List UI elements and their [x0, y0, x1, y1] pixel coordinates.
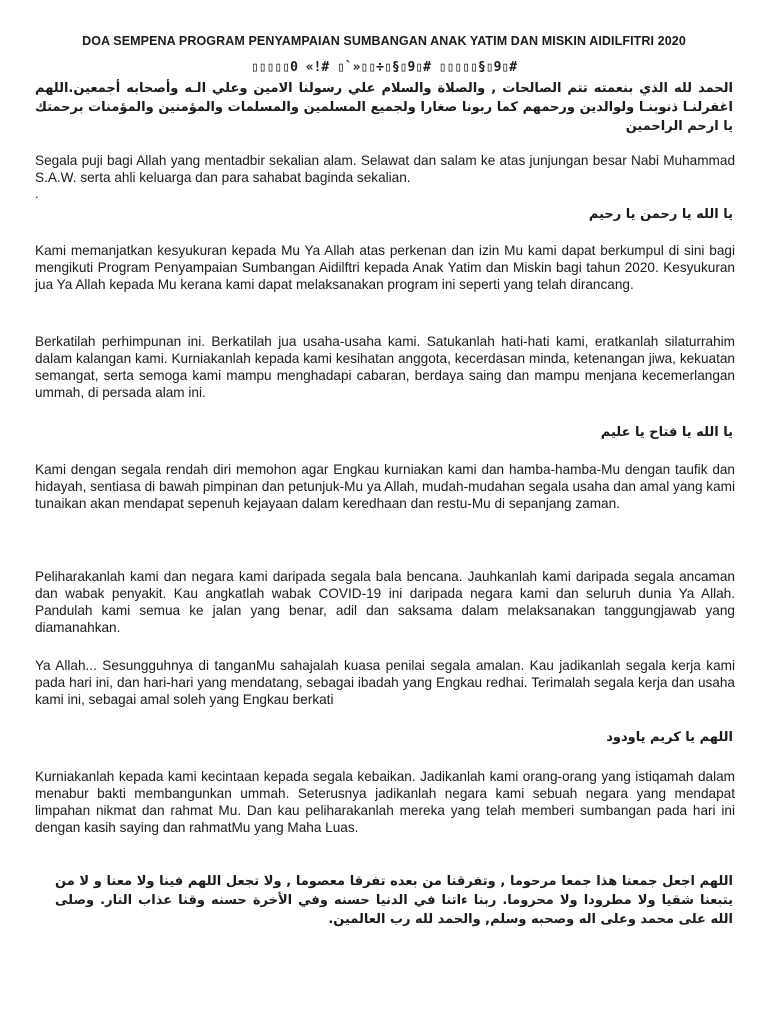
paragraph-gratitude: Kami memanjatkan kesyukuran kepada Mu Ya Allah atas perkenan dan izin Mu kami dapat berkumpul di sini bagi mengikuti Program Penyampaian Sumbangan Aidilftri kepada Anak Yatim dan Miskin bagi tahun 2020. Kesyukuran jua Ya Allah kepada Mu kerana kami dapat melaksanakan program ini seperti yang telah dirancang. [35, 243, 735, 292]
paragraph-praise: Segala puji bagi Allah yang mentadbir sekalian alam. Selawat dan salam ke atas junjungan besar Nabi Muhammad S.A.W. serta ahli keluarga dan para sahabat baginda sekalian. [35, 153, 735, 185]
paragraph-kindness: Kurniakanlah kepada kami kecintaan kepada segala kebaikan. Jadikanlah kami orang-orang yang istiqamah dalam menabur bakti membangunkan ummah. Seterusnya jadikanlah negara kami sebuah negara yang mendapat limpahan nikmat dan rahmat Mu. Dan kau peliharakanlah mereka yang telah memberi sumbangan pada hari ini dengan kasih saying dan rahmatMu yang Maha Luas. [35, 769, 735, 835]
garbled-text-line: ▯▯▯▯▯0 «!# ▯`»▯▯÷▯§▯9▯# ▯▯▯▯▯§▯9▯# [250, 60, 518, 75]
closing-arabic-prayer: اللهم اجعل جمعنا هذا جمعا مرحوما , وتفرقنا من بعده تفرقا معصوما , ولا تجعل اللهم فينا ولا معنا و لا من يتبعنا شقيا ولا مطرودا ولا محروما. ربنا ءاتنا في الدنيا حسنه وفي الأخرة حسنه وقنا عذاب النار. وصلى الله على محمد وعلى اله وصحبه وسلم, والحمد لله رب العالمين. [55, 874, 733, 927]
paragraph-protection: Peliharakanlah kami dan negara kami daripada segala bala bencana. Jauhkanlah kami daripada segala ancaman dan wabak penyakit. Kau angkatlah wabak COVID-19 ini daripada negara kami dan seluruh dunia Ya Allah. Pandulah kami semua ke jalan yang benar, adil dan saksama dalam melaksanakan tanggungjawab yang diamanahkan. [35, 569, 735, 635]
invocation-ya-rahman: يا الله يا رحمن يا رحيم [588, 207, 733, 222]
opening-arabic-prayer: الحمد لله الذي بنعمته تتم الصالحات , والصلاة والسلام علي رسولنا الامين وعلي الـه وأصحابه أجمعين.اللهم اغفرلنـا ذنوبنـا ولوالدين ورحمهم كما ربونا صغارا ولجميع المسلمين والمسلمات والمؤمنين والمؤمنات برحمتك يا ارحم الراحمين [35, 81, 733, 134]
paragraph-ya-allah: Ya Allah... Sesungguhnya di tanganMu sahajalah kuasa penilai segala amalan. Kau jadikanlah segala kerja kami pada hari ini, dan hari-hari yang mendatang, sebagai ibadah yang Engkau redhai. Terimalah segala kerja dan usaha kami ini, sebagai amal soleh yang Engkau berkati [35, 658, 735, 707]
paragraph-taufik: Kami dengan segala rendah diri memohon agar Engkau kurniakan kami dan hamba-hamba-Mu dengan taufik dan hidayah, sentiasa di bawah pimpinan dan petunjuk-Mu ya Allah, mudah-mudahan segala usaha dan amal yang kami tunaikan akan mendapat sepenuh kejayaan dalam keredhaan dan restu-Mu di sepanjang zaman. [35, 462, 735, 511]
invocation-ya-fattah: يا الله يا فتاح يا عليم [600, 425, 733, 440]
invocation-ya-karim: اللهم يا كريم ياودود [606, 730, 733, 745]
document-title: DOA SEMPENA PROGRAM PENYAMPAIAN SUMBANGAN ANAK YATIM DAN MISKIN AIDILFITRI 2020 [82, 34, 686, 48]
stray-dot: . [35, 186, 39, 201]
paragraph-blessings: Berkatilah perhimpunan ini. Berkatilah jua usaha-usaha kami. Satukanlah hati-hati kami, eratkanlah silaturrahim dalam kalangan kami. Kurniakanlah kepada kami kesihatan anggota, kecerdasan minda, ketenangan jiwa, kekuatan semangat, serta semoga kami mampu menghadapi cabaran, berdaya saing dan mampu menjana kecemerlangan ummah, di persada alam ini. [35, 334, 735, 400]
